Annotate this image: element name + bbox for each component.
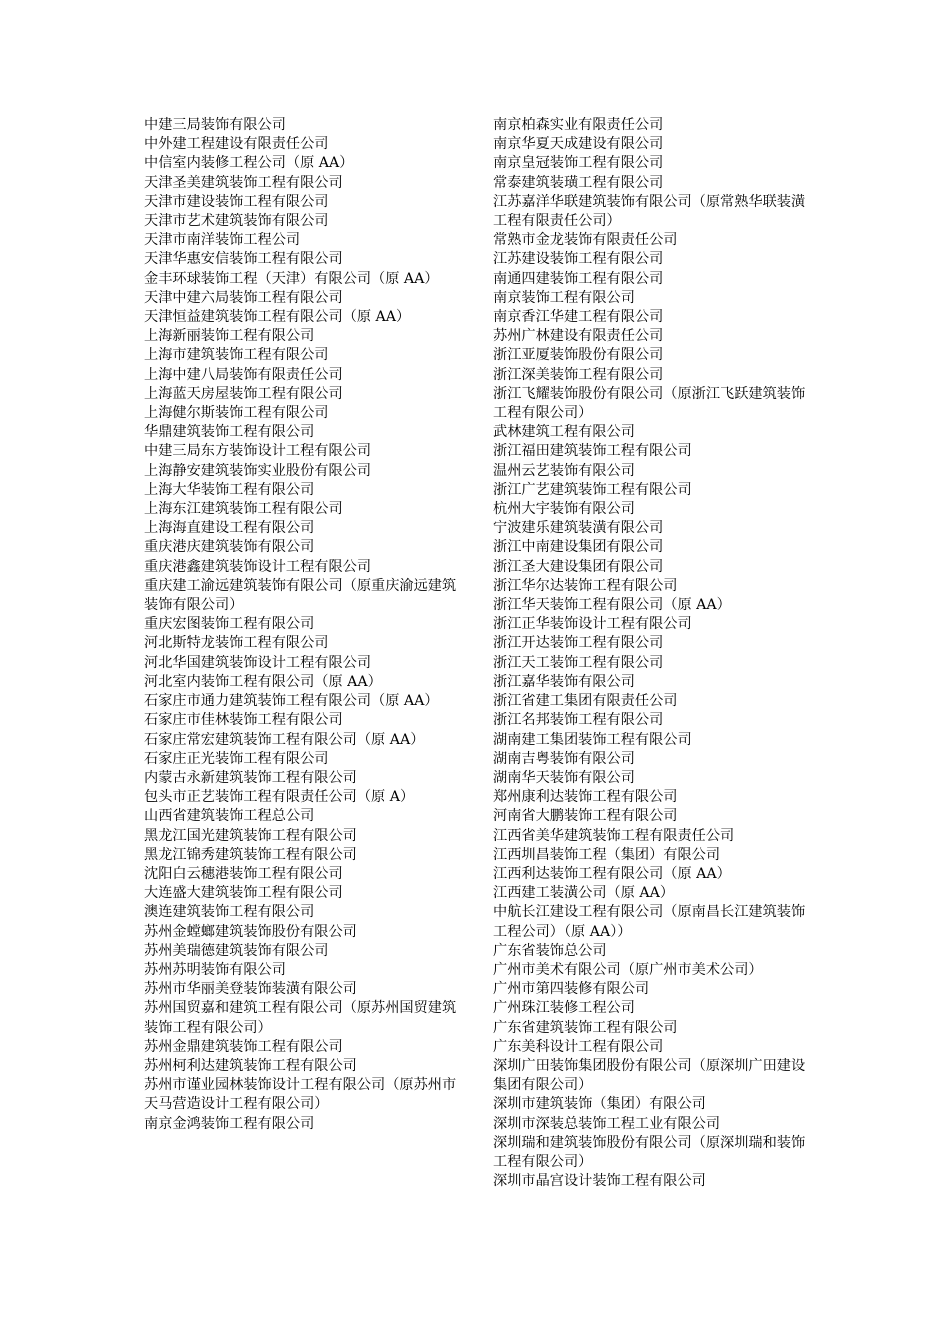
company-list-item: 江苏嘉洋华联建筑装饰有限公司（原常熟华联装潢工程有限责任公司） [493, 193, 806, 230]
company-list-item: 南京香江华建工程有限公司 [493, 309, 664, 326]
company-list-item: 苏州市谨业园林装饰设计工程有限公司（原苏州市天马营造设计工程有限公司） [144, 1077, 457, 1113]
company-list-item: 上海静安建筑装饰实业股份有限公司 [144, 462, 372, 479]
company-list-item: 江西省美华建筑装饰工程有限责任公司 [493, 827, 735, 844]
company-list-item: 江西利达装饰工程有限公司（原 AA） [493, 865, 731, 882]
right-company-list [493, 116, 809, 1191]
company-list-item: 南京柏森实业有限责任公司 [493, 117, 664, 133]
company-list-item: 天津市艺术建筑装饰有限公司 [144, 213, 329, 230]
company-list-item: 温州云艺装饰有限公司 [493, 462, 635, 479]
company-list-item: 南京装饰工程有限公司 [493, 289, 635, 306]
company-list-item: 上海东江建筑装饰工程有限公司 [144, 501, 343, 518]
company-list-item: 浙江深美装饰工程有限公司 [493, 366, 664, 383]
company-list-item: 南通四建装饰工程有限公司 [493, 270, 664, 287]
company-list-item: 浙江开达装饰工程有限公司 [493, 635, 664, 652]
company-list-item: 南京金鸿装饰工程有限公司 [144, 1115, 315, 1132]
company-list-item: 上海大华装饰工程有限公司 [144, 481, 315, 498]
company-list-item: 重庆建工渝远建筑装饰有限公司（原重庆渝远建筑装饰有限公司） [144, 577, 457, 614]
company-list-item: 江西建工装潢公司（原 AA） [493, 885, 675, 902]
company-list-item: 上海中建八局装饰有限责任公司 [144, 366, 343, 383]
company-list-item: 深圳市晶宫设计装饰工程有限公司 [493, 1173, 706, 1190]
company-list-item: 金丰环球装饰工程（天津）有限公司（原 AA） [144, 270, 439, 287]
company-list-item: 中信室内装修工程公司（原 AA） [144, 155, 354, 172]
company-list-item: 杭州大宇装饰有限公司 [493, 501, 635, 518]
company-list-item: 河南省大鹏装饰工程有限公司 [493, 808, 678, 825]
company-list-item: 上海蓝天房屋装饰工程有限公司 [144, 385, 343, 402]
company-list-item: 苏州广林建设有限责任公司 [493, 328, 664, 345]
company-list-item: 浙江华尔达装饰工程有限公司 [493, 577, 678, 594]
company-list-item: 浙江圣大建设集团有限公司 [493, 558, 664, 575]
company-list-item: 包头市正艺装饰工程有限责任公司（原 A） [144, 789, 415, 806]
company-list-item: 深圳广田装饰集团股份有限公司（原深圳广田建设集团有限公司） [493, 1057, 806, 1094]
company-list-item: 石家庄正光装饰工程有限公司 [144, 750, 329, 767]
company-list-item: 苏州金鼎建筑装饰工程有限公司 [144, 1038, 343, 1055]
company-list-item: 大连盛大建筑装饰工程有限公司 [144, 885, 343, 902]
company-list-item: 上海新丽装饰工程有限公司 [144, 328, 315, 345]
company-list-item: 黑龙江锦秀建筑装饰工程有限公司 [144, 846, 357, 863]
company-list-item: 苏州市华丽美登装饰装潢有限公司 [144, 981, 357, 998]
company-list-item: 中航长江建设工程有限公司（原南昌长江建筑装饰工程公司）（原 AA）） [493, 904, 806, 940]
company-list-item: 湖南吉粤装饰有限公司 [493, 750, 635, 767]
company-list-item: 天津恒益建筑装饰工程有限公司（原 AA） [144, 309, 411, 326]
company-list-item: 重庆宏图装饰工程有限公司 [144, 616, 315, 633]
company-list-item: 浙江正华装饰设计工程有限公司 [493, 616, 692, 633]
company-list-item: 广东省装饰总公司 [493, 942, 607, 959]
company-list-item: 南京华夏天成建设有限公司 [493, 136, 664, 153]
company-list-item: 广东美科设计工程有限公司 [493, 1038, 664, 1055]
company-list-item: 江苏建设装饰工程有限公司 [493, 251, 664, 268]
company-list-item: 郑州康利达装饰工程有限公司 [493, 789, 678, 806]
company-list-item: 浙江亚厦装饰股份有限公司 [493, 347, 664, 364]
company-list-item: 河北华国建筑装饰设计工程有限公司 [144, 654, 372, 671]
company-list-item: 苏州柯利达建筑装饰工程有限公司 [144, 1057, 357, 1074]
company-list-item: 中建三局东方装饰设计工程有限公司 [144, 443, 372, 460]
company-list-item: 南京皇冠装饰工程有限公司 [493, 155, 664, 172]
company-list-item: 浙江嘉华装饰有限公司 [493, 673, 635, 690]
company-list-item: 河北斯特龙装饰工程有限公司 [144, 635, 329, 652]
company-list-item: 浙江飞耀装饰股份有限公司（原浙江飞跃建筑装饰工程有限公司） [493, 385, 806, 422]
company-list-item: 苏州美瑞德建筑装饰有限公司 [144, 942, 329, 959]
company-list-item: 重庆港庆建筑装饰有限公司 [144, 539, 315, 556]
company-list-item: 澳连建筑装饰工程有限公司 [144, 904, 315, 921]
company-list-item: 上海市建筑装饰工程有限公司 [144, 347, 329, 364]
company-list-item: 中外建工程建设有限责任公司 [144, 136, 329, 153]
company-list-item: 沈阳白云穗港装饰工程有限公司 [144, 865, 343, 882]
company-list-item: 天津华惠安信装饰工程有限公司 [144, 251, 343, 268]
company-list-item: 湖南建工集团装饰工程有限公司 [493, 731, 692, 748]
company-list-item: 天津中建六局装饰工程有限公司 [144, 289, 343, 306]
company-list-item: 广州市第四装修有限公司 [493, 981, 650, 998]
company-list-item: 重庆港鑫建筑装饰设计工程有限公司 [144, 558, 372, 575]
left-company-list [144, 116, 460, 1134]
company-list-item: 天津市南洋装饰工程公司 [144, 232, 301, 249]
company-list-item: 石家庄常宏建筑装饰工程有限公司（原 AA） [144, 731, 425, 748]
company-list-item: 苏州苏明装饰有限公司 [144, 961, 286, 978]
company-list-item: 上海海直建设工程有限公司 [144, 520, 315, 537]
company-list-item: 上海健尔斯装饰工程有限公司 [144, 405, 329, 422]
company-list-item: 广州市美术有限公司（原广州市美术公司） [493, 961, 763, 978]
company-list-item: 山西省建筑装饰工程总公司 [144, 808, 315, 825]
company-list-item: 深圳市深装总装饰工程工业有限公司 [493, 1115, 721, 1132]
company-list-item: 内蒙古永新建筑装饰工程有限公司 [144, 769, 357, 786]
company-list-item: 武林建筑工程有限公司 [493, 424, 635, 441]
company-list-item: 江西圳昌装饰工程（集团）有限公司 [493, 846, 721, 863]
company-list-item: 广东省建筑装饰工程有限公司 [493, 1019, 678, 1036]
company-list-item: 广州珠江装修工程公司 [493, 1000, 635, 1017]
company-list-item: 石家庄市通力建筑装饰工程有限公司（原 AA） [144, 693, 439, 710]
company-list-item: 浙江名邦装饰工程有限公司 [493, 712, 664, 729]
company-list-item: 苏州国贸嘉和建筑工程有限公司（原苏州国贸建筑装饰工程有限公司） [144, 1000, 457, 1036]
company-list-item: 浙江福田建筑装饰工程有限公司 [493, 443, 692, 460]
company-list-item: 浙江华天装饰工程有限公司（原 AA） [493, 597, 731, 614]
company-list-item: 天津圣美建筑装饰工程有限公司 [144, 174, 343, 191]
company-list-item: 浙江天工装饰工程有限公司 [493, 654, 664, 671]
company-list-item: 华鼎建筑装饰工程有限公司 [144, 424, 315, 441]
company-list-item: 苏州金螳螂建筑装饰股份有限公司 [144, 923, 357, 940]
company-list-item: 中建三局装饰有限公司 [144, 117, 286, 133]
company-list-item: 浙江广艺建筑装饰工程有限公司 [493, 481, 692, 498]
company-list-item: 宁波建乐建筑装潢有限公司 [493, 520, 664, 537]
company-list-item: 湖南华天装饰有限公司 [493, 769, 635, 786]
company-list-item: 浙江省建工集团有限责任公司 [493, 693, 678, 710]
company-list-item: 天津市建设装饰工程有限公司 [144, 193, 329, 210]
company-list-item: 深圳瑞和建筑装饰股份有限公司（原深圳瑞和装饰工程有限公司） [493, 1134, 806, 1170]
company-list-item: 石家庄市佳林装饰工程有限公司 [144, 712, 343, 729]
company-list-item: 黑龙江国光建筑装饰工程有限公司 [144, 827, 357, 844]
company-list-item: 深圳市建筑装饰（集团）有限公司 [493, 1096, 706, 1113]
company-list-item: 常泰建筑装璜工程有限公司 [493, 174, 664, 191]
company-list-item: 河北室内装饰工程有限公司（原 AA） [144, 673, 382, 690]
company-list-item: 浙江中南建设集团有限公司 [493, 539, 664, 556]
company-list-item: 常熟市金龙装饰有限责任公司 [493, 232, 678, 249]
